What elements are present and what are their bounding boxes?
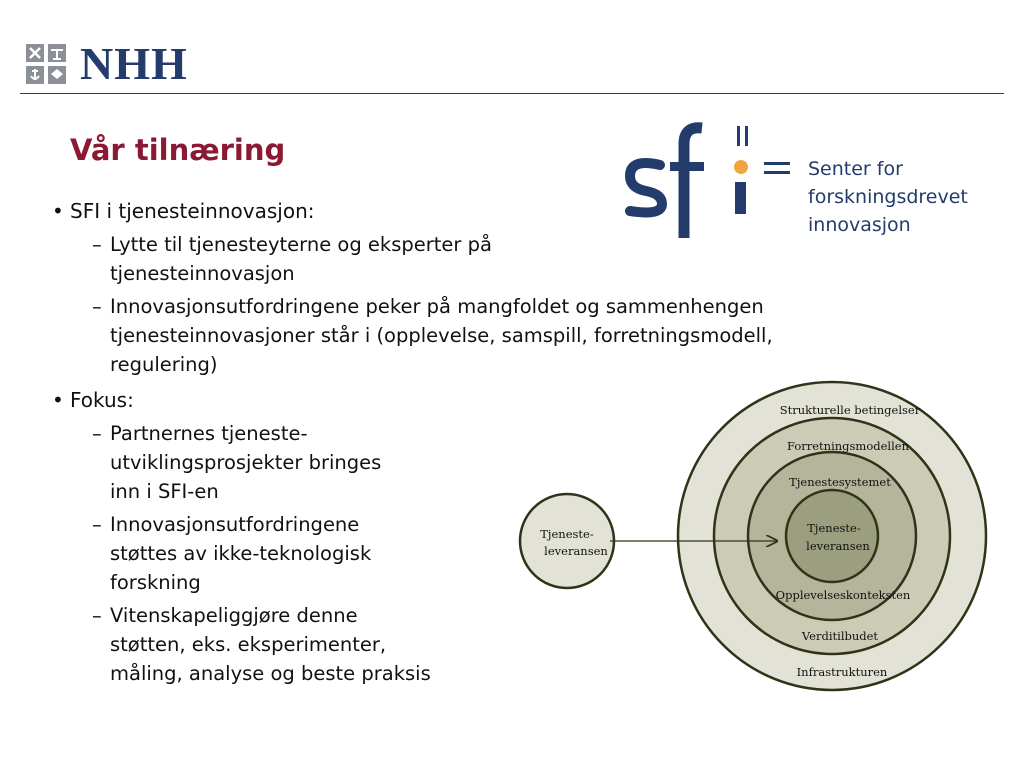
nhh-logo: [26, 38, 206, 89]
sub-bullet-text: – Partnernes tjeneste- utviklingsprosjekter bringes inn i SFI-en: [110, 422, 382, 503]
ring-label-bottom: Infrastrukturen: [796, 665, 888, 679]
ring-label-bottom: Verditilbudet: [801, 629, 879, 643]
center-label: leveransen: [806, 539, 870, 553]
nhh-wordmark: NHH: [80, 38, 188, 89]
ring-label-bottom: Opplevelseskonteksten: [775, 588, 911, 602]
bullet-item: [50, 196, 773, 379]
concentric-diagram: [510, 380, 1010, 700]
sub-bullet-text: – Innovasjonsutfordringene peker på mangfoldet og sammenhengen tjenesteinnovasjoner står i (opplevelse, samspill, forretningsmodell, regulering): [110, 295, 773, 376]
sfi-text-line: innovasjon: [808, 214, 911, 236]
sfi-logo-text: [808, 155, 968, 239]
nhh-crest-icon: [26, 44, 66, 84]
sfi-text-line: forskningsdrevet: [808, 186, 968, 208]
slide-title: Vår tilnæring: [70, 133, 286, 167]
sub-bullet-text: – Vitenskapeliggjøre denne støtten, eks. eksperimenter, måling, analyse og beste praksis: [110, 604, 431, 685]
sub-bullet-list: [70, 230, 773, 379]
header-divider: [20, 93, 1004, 94]
ring-label-top: Forretningsmodellen: [786, 439, 910, 453]
sub-bullet-item: [70, 292, 773, 379]
source-circle: [520, 494, 614, 588]
center-label: Tjeneste-: [807, 521, 861, 535]
sub-bullet-text: – Innovasjonsutfordringene støttes av ikke-teknologisk forskning: [110, 513, 372, 594]
center-circle: [786, 490, 878, 582]
sfi-text-line: Senter for: [808, 158, 903, 180]
ring-label-top: Strukturelle betingelser: [779, 403, 921, 417]
source-label: leveransen: [544, 544, 608, 558]
source-label: Tjeneste-: [540, 527, 594, 541]
sub-bullet-text: – Lytte til tjenesteyterne og eksperter på tjenesteinnovasjon: [110, 233, 492, 285]
ring-label-top: Tjenestesystemet: [789, 475, 891, 489]
sub-bullet-item: [70, 230, 773, 288]
bullet-text: SFI i tjenesteinnovasjon:: [70, 199, 315, 223]
bullet-text: Fokus:: [70, 388, 134, 412]
